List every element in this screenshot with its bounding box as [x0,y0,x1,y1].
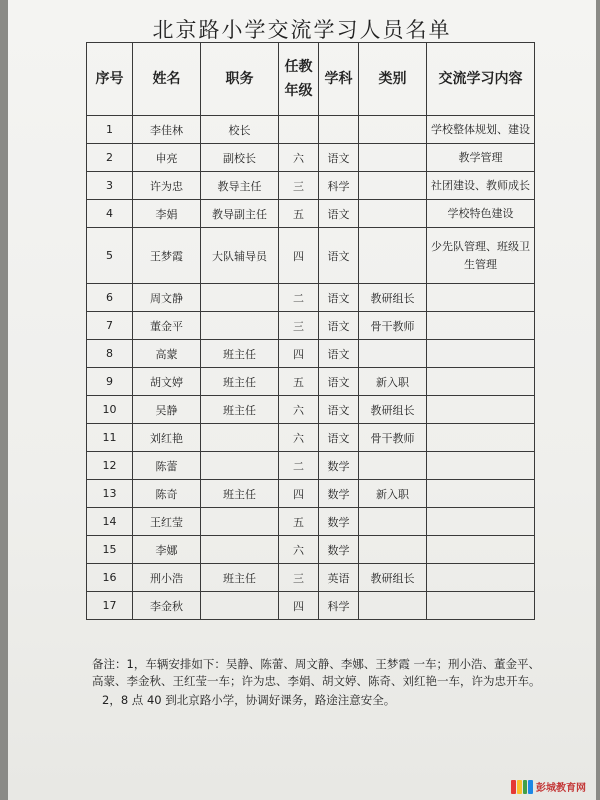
name-cell: 董金平 [133,312,201,340]
subject-cell: 数学 [319,480,359,508]
content-cell [427,368,535,396]
table-row [87,284,535,312]
category-cell [359,200,427,228]
grade-cell: 六 [279,144,319,172]
content-cell: 社团建设、教师成长 [427,172,535,200]
category-cell [359,340,427,368]
content-cell [427,452,535,480]
position-cell: 副校长 [201,144,279,172]
row-number: 8 [87,340,133,368]
roster-table [86,42,535,620]
position-cell: 教导副主任 [201,200,279,228]
name-cell: 王梦霞 [133,228,201,284]
column-header: 类别 [359,43,427,116]
category-cell [359,536,427,564]
grade-cell: 二 [279,284,319,312]
content-cell [427,424,535,452]
table-row [87,424,535,452]
category-cell: 新入职 [359,368,427,396]
row-number: 15 [87,536,133,564]
content-cell [427,396,535,424]
subject-cell: 语文 [319,340,359,368]
subject-cell: 数学 [319,536,359,564]
subject-cell: 数学 [319,452,359,480]
grade-cell: 三 [279,564,319,592]
grade-cell: 四 [279,228,319,284]
name-cell: 高蒙 [133,340,201,368]
content-cell [427,480,535,508]
subject-cell: 语文 [319,200,359,228]
category-cell: 骨干教师 [359,424,427,452]
position-cell [201,508,279,536]
subject-cell: 科学 [319,592,359,620]
row-number: 16 [87,564,133,592]
table-row [87,396,535,424]
position-cell [201,312,279,340]
name-cell: 刑小浩 [133,564,201,592]
name-cell: 王红莹 [133,508,201,536]
remark-2: 2，8 点 40 到北京路小学，协调好课务，路途注意安全。 [102,693,396,707]
position-cell [201,536,279,564]
row-number: 5 [87,228,133,284]
table-row [87,312,535,340]
category-cell [359,592,427,620]
remark-1: 备注：1，车辆安排如下：吴静、陈蕾、周文静、李娜、王梦霞 一车；刑小浩、董金平、高蒙、李金秋、王红莹一车；许为忠、李娟、胡文婷、陈奇、刘红艳一车，许为忠开车。 [92,657,541,688]
position-cell: 班主任 [201,340,279,368]
grade-cell: 六 [279,424,319,452]
name-cell: 陈蕾 [133,452,201,480]
column-header: 学科 [319,43,359,116]
subject-cell: 语文 [319,144,359,172]
name-cell: 胡文婷 [133,368,201,396]
name-cell: 陈奇 [133,480,201,508]
row-number: 7 [87,312,133,340]
category-cell [359,508,427,536]
subject-cell: 科学 [319,172,359,200]
subject-cell: 语文 [319,228,359,284]
position-cell: 班主任 [201,564,279,592]
subject-cell: 语文 [319,424,359,452]
table-row [87,564,535,592]
grade-cell: 六 [279,396,319,424]
name-cell: 刘红艳 [133,424,201,452]
document-title: 北京路小学交流学习人员名单 [152,18,452,42]
remarks [92,656,542,709]
column-header: 职务 [201,43,279,116]
row-number: 13 [87,480,133,508]
column-header: 任教 年级 [279,43,319,116]
subject-cell: 数学 [319,508,359,536]
position-cell: 班主任 [201,480,279,508]
content-cell [427,508,535,536]
category-cell [359,452,427,480]
name-cell: 吴静 [133,396,201,424]
position-cell: 班主任 [201,396,279,424]
position-cell: 教导主任 [201,172,279,200]
row-number: 4 [87,200,133,228]
subject-cell: 英语 [319,564,359,592]
content-cell [427,284,535,312]
category-cell [359,144,427,172]
position-cell: 大队辅导员 [201,228,279,284]
row-number: 11 [87,424,133,452]
table-body [87,116,535,620]
position-cell: 校长 [201,116,279,144]
grade-cell: 四 [279,480,319,508]
subject-cell: 语文 [319,368,359,396]
grade-cell: 四 [279,592,319,620]
table-row [87,340,535,368]
column-header: 序号 [87,43,133,116]
category-cell [359,228,427,284]
row-number: 2 [87,144,133,172]
table-row [87,116,535,144]
table-row [87,592,535,620]
subject-cell: 语文 [319,312,359,340]
grade-cell: 六 [279,536,319,564]
position-cell [201,452,279,480]
row-number: 10 [87,396,133,424]
content-cell [427,536,535,564]
content-cell: 少先队管理、班级卫生管理 [427,228,535,284]
position-cell [201,424,279,452]
grade-cell: 二 [279,452,319,480]
grade-cell: 五 [279,200,319,228]
watermark-text: 彭城教育网 [536,783,586,794]
category-cell: 教研组长 [359,284,427,312]
category-cell [359,116,427,144]
name-cell: 周文静 [133,284,201,312]
table-row [87,200,535,228]
name-cell: 申亮 [133,144,201,172]
row-number: 6 [87,284,133,312]
category-cell: 教研组长 [359,564,427,592]
site-watermark-logo [511,779,586,794]
column-header: 姓名 [133,43,201,116]
content-cell [427,592,535,620]
position-cell: 班主任 [201,368,279,396]
content-cell: 学校特色建设 [427,200,535,228]
name-cell: 李金秋 [133,592,201,620]
category-cell [359,172,427,200]
position-cell [201,592,279,620]
table-header-row [87,43,535,116]
books-icon [511,780,533,794]
subject-cell [319,116,359,144]
column-header: 交流学习内容 [427,43,535,116]
name-cell: 李佳林 [133,116,201,144]
subject-cell: 语文 [319,396,359,424]
table-row [87,144,535,172]
table-row [87,368,535,396]
row-number: 17 [87,592,133,620]
document-page [8,0,596,800]
category-cell: 新入职 [359,480,427,508]
table-row [87,452,535,480]
row-number: 9 [87,368,133,396]
table-row [87,172,535,200]
name-cell: 许为忠 [133,172,201,200]
name-cell: 李娜 [133,536,201,564]
content-cell [427,564,535,592]
grade-cell: 五 [279,368,319,396]
position-cell [201,284,279,312]
grade-cell: 三 [279,172,319,200]
table-row [87,480,535,508]
grade-cell: 三 [279,312,319,340]
row-number: 1 [87,116,133,144]
grade-cell: 四 [279,340,319,368]
subject-cell: 语文 [319,284,359,312]
content-cell [427,312,535,340]
grade-cell [279,116,319,144]
row-number: 14 [87,508,133,536]
table-row [87,536,535,564]
category-cell: 骨干教师 [359,312,427,340]
grade-cell: 五 [279,508,319,536]
row-number: 3 [87,172,133,200]
content-cell [427,340,535,368]
name-cell: 李娟 [133,200,201,228]
row-number: 12 [87,452,133,480]
table-row [87,228,535,284]
category-cell: 教研组长 [359,396,427,424]
content-cell: 教学管理 [427,144,535,172]
table-row [87,508,535,536]
content-cell: 学校整体规划、建设 [427,116,535,144]
